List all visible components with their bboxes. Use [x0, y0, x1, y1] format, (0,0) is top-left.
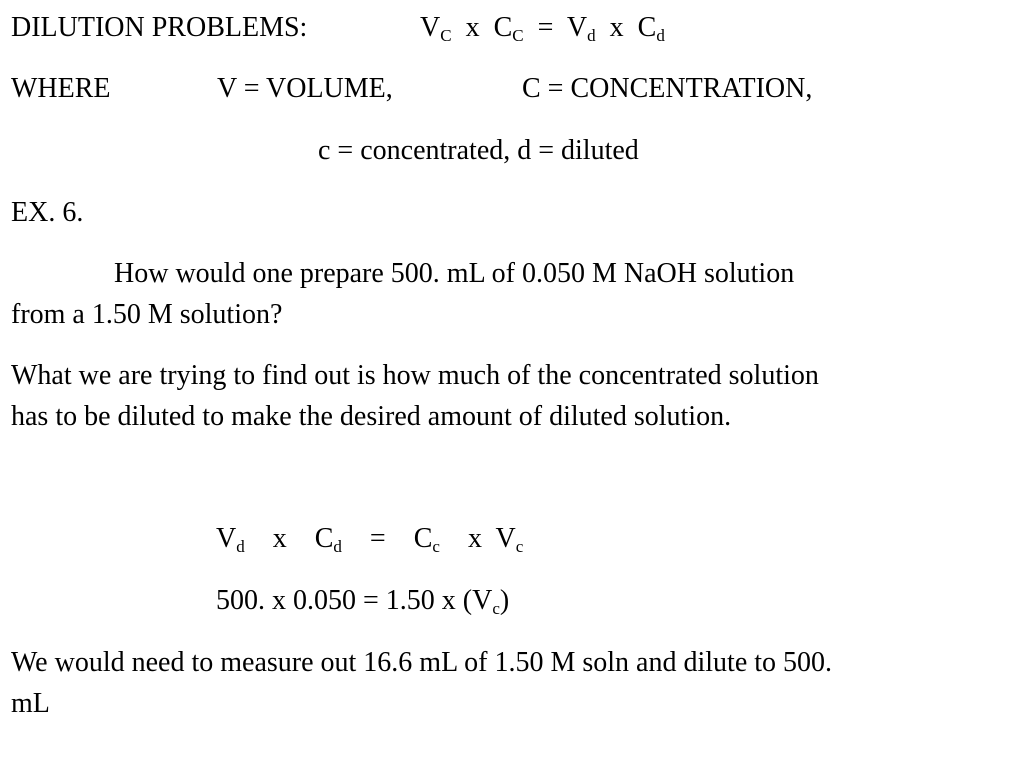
- eq-times-2: x: [467, 523, 482, 554]
- subscript-definition: c = concentrated, d = diluted: [318, 135, 639, 166]
- formula-vc: $V_C$: [420, 12, 452, 45]
- dilution-formula: [420, 11, 665, 45]
- example-label: EX. 6.: [11, 197, 84, 228]
- eq-vd: $V_d$: [216, 523, 245, 556]
- title-line: [11, 11, 307, 45]
- explanation-line-1: What we are trying to find out is how much of the concentrated solution: [11, 360, 819, 391]
- eq-numeric-sub: c: [492, 599, 500, 618]
- where-label: WHERE: [11, 73, 111, 104]
- eq-vc: $V_c$: [495, 523, 524, 556]
- conclusion-line-1: We would need to measure out 16.6 mL of 1.50 M soln and dilute to 500.: [11, 647, 833, 678]
- eq-times-1: x: [272, 523, 287, 554]
- formula-times-1: x: [465, 12, 480, 43]
- formula-equals: =: [537, 12, 554, 43]
- formula-times-2: x: [609, 12, 624, 43]
- equation-numeric: [216, 584, 509, 618]
- explanation-line-2: has to be diluted to make the desired amount of diluted solution.: [11, 401, 732, 432]
- question-line-2: from a 1.50 M solution?: [11, 299, 283, 330]
- formula-cc: $C_C$: [493, 12, 524, 45]
- concentration-definition: C = CONCENTRATION,: [522, 73, 813, 104]
- page-title: DILUTION PROBLEMS:: [11, 12, 308, 43]
- volume-definition: V = VOLUME,: [217, 73, 393, 104]
- eq-equals: =: [369, 523, 386, 554]
- eq-numeric-body: 500. x 0.050 = 1.50 x (V: [216, 585, 493, 616]
- equation-symbolic: [216, 522, 523, 556]
- eq-cd: $C_d$: [314, 523, 342, 556]
- question-line-1: How would one prepare 500. mL of 0.050 M NaOH solution: [114, 258, 795, 289]
- conclusion-line-2: mL: [11, 688, 50, 719]
- formula-cd: $C_d$: [637, 12, 665, 45]
- formula-vd: $V_d$: [566, 12, 596, 45]
- eq-numeric-close: ): [499, 585, 510, 616]
- eq-cc: $C_c$: [413, 523, 440, 556]
